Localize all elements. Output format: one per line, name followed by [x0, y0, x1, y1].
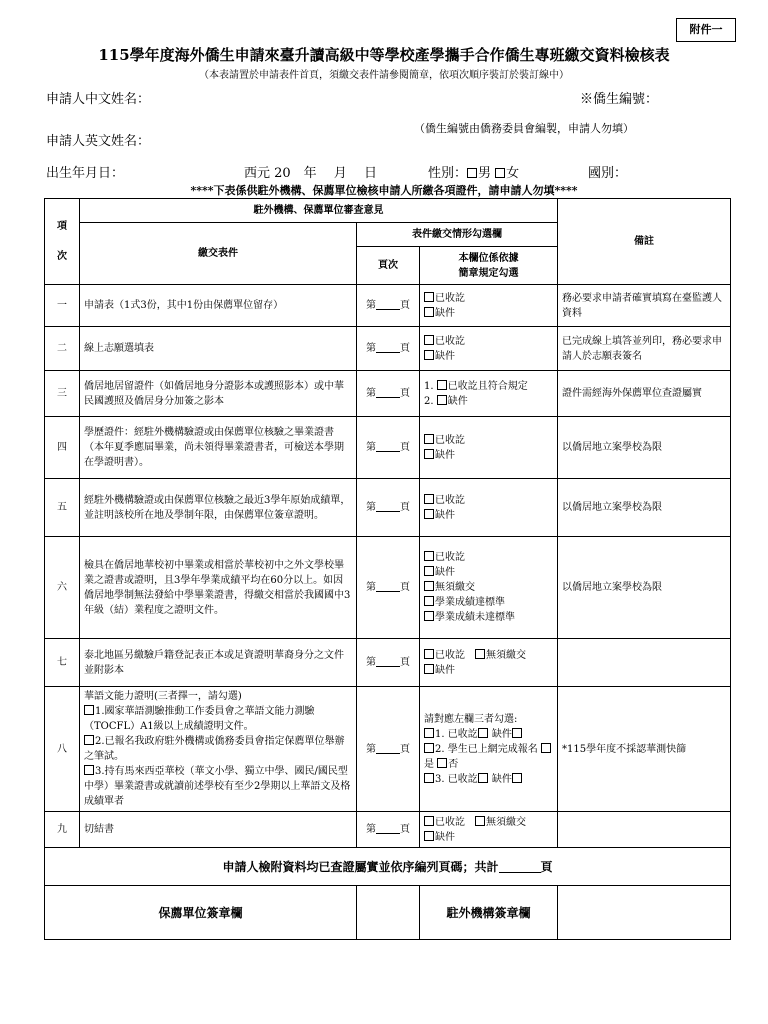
document-name: 泰北地區另繳驗戶籍登記表正本或足資證明華裔身分之文件並附影本 — [84, 649, 344, 676]
check-line — [424, 565, 553, 580]
document-cell — [80, 371, 357, 417]
page-suffix: 頁 — [400, 442, 410, 453]
remark-cell: 務必要求申請者確實填寫在臺監護人資料 — [558, 285, 731, 327]
option-label: 已收訖 — [435, 434, 465, 446]
item-number: 七 — [45, 639, 80, 687]
option-label: 已收訖 — [435, 552, 465, 563]
option-label: 無須繳交 — [486, 816, 526, 828]
header-remarks: 備註 — [558, 199, 731, 285]
remark-cell — [558, 639, 731, 687]
page-cell — [357, 812, 420, 848]
page-prefix: 第 — [366, 343, 376, 354]
option-label: 已收訖 — [435, 494, 465, 506]
summary-row — [45, 848, 731, 886]
checkbox-icon[interactable] — [475, 649, 485, 659]
checkbox-icon[interactable] — [437, 380, 447, 390]
option-label: 缺件 — [435, 350, 455, 362]
language-proof-checkbox[interactable] — [84, 735, 94, 745]
option-label: 缺件 — [435, 449, 455, 461]
option-label: 缺件 — [435, 509, 455, 521]
option-label: 學業成績未達標準 — [435, 612, 515, 623]
checkbox-icon[interactable] — [424, 449, 434, 459]
check-line — [424, 772, 553, 787]
page-number-blank[interactable] — [376, 299, 400, 310]
remark-cell: 以僑居地立案學校為限 — [558, 417, 731, 479]
language-proof-text: 2.已報名我政府駐外機構或僑務委員會指定保薦單位舉辦之筆試。 — [84, 736, 345, 762]
page-cell — [357, 327, 420, 371]
page-number-blank[interactable] — [376, 501, 400, 512]
checkbox-icon[interactable] — [424, 509, 434, 519]
page-cell — [357, 371, 420, 417]
page-prefix: 第 — [366, 388, 376, 399]
checkbox-icon[interactable] — [424, 611, 434, 621]
checkbox-icon[interactable] — [541, 743, 551, 753]
checkbox-icon[interactable] — [424, 581, 434, 591]
gender-field — [428, 162, 519, 181]
document-cell — [80, 285, 357, 327]
table-row — [45, 417, 731, 479]
page-prefix: 第 — [366, 743, 376, 755]
document-cell — [80, 639, 357, 687]
checkbox-icon[interactable] — [424, 566, 434, 576]
attachment-label: 附件一 — [676, 18, 736, 42]
language-proof-text: 1.國家華語測驗推動工作委員會之華語文能力測驗（TOCFL）A1級以上成績證明文件。 — [84, 706, 315, 732]
birth-format: 西元 20 年 月 日 — [244, 166, 377, 181]
table-row — [45, 537, 731, 639]
document-name: 申請表（1式3份，其中1份由保薦單位留存） — [84, 300, 284, 311]
header-docs: 繳交表件 — [80, 223, 357, 285]
birth-label: 出生年月日： — [46, 166, 125, 181]
document-name: 僑居地居留證件（如僑居地身分證影本或護照影本）或中華民國護照及僑居身分加簽之影本 — [84, 380, 344, 407]
notice: ****下表係供駐外機構、保薦單位檢核申請人所繳各項證件，請申請人勿填**** — [190, 184, 578, 197]
checkbox-icon[interactable] — [475, 816, 485, 826]
checkbox-icon[interactable] — [424, 596, 434, 606]
checkbox-icon[interactable] — [437, 395, 447, 405]
check-line — [424, 306, 553, 321]
gender-female: 女 — [506, 166, 520, 181]
checkbox-icon[interactable] — [424, 773, 434, 783]
item-number: 六 — [45, 537, 80, 639]
header-check: 本欄位係依據 簡章規定勾選 — [420, 247, 558, 285]
document-name: 線上志願選填表 — [84, 343, 154, 354]
check-registered: 2. 學生已上網完成報名 — [435, 743, 538, 755]
check-received: 1. 已收訖 — [435, 728, 478, 740]
option-label: 已收訖 — [435, 649, 465, 661]
checkbox-icon[interactable] — [424, 649, 434, 659]
item-number: 五 — [45, 479, 80, 537]
item-number: 三 — [45, 371, 80, 417]
check-line — [424, 493, 553, 508]
page-suffix: 頁 — [400, 824, 410, 835]
checkbox-icon[interactable] — [424, 664, 434, 674]
option-label: 已收訖且符合規定 — [447, 380, 528, 392]
page-suffix: 頁 — [400, 300, 410, 311]
check-line — [424, 610, 553, 625]
chinese-name-label: 申請人中文姓名： — [46, 92, 151, 107]
check-line — [424, 550, 553, 565]
page-prefix: 第 — [366, 657, 376, 668]
page-prefix: 第 — [366, 442, 376, 453]
page-title: 115學年度海外僑生申請來臺升讀高級中等學校產學攜手合作僑生專班繳交資料檢核表 — [98, 46, 670, 64]
sign-left-box[interactable] — [357, 886, 420, 940]
check-line — [424, 433, 553, 448]
page-number-blank[interactable] — [376, 656, 400, 667]
checkbox-male[interactable] — [467, 168, 477, 178]
checklist-table — [44, 198, 731, 940]
page-suffix: 頁 — [400, 743, 410, 755]
checkbox-icon[interactable] — [512, 773, 522, 783]
check-line — [424, 815, 553, 830]
check-line — [424, 291, 553, 306]
item-number: 一 — [45, 285, 80, 327]
page-number-blank[interactable] — [376, 823, 400, 834]
header-checkbox: 表件繳交情形勾選欄 — [357, 223, 558, 247]
item-number: 九 — [45, 812, 80, 848]
page-prefix: 第 — [366, 582, 376, 593]
check-cell — [420, 537, 558, 639]
language-proof-option — [84, 734, 352, 764]
check-yes: 是 — [424, 758, 434, 770]
summary-suffix: 頁 — [540, 859, 553, 874]
item-number: 八 — [45, 687, 80, 812]
table-row — [45, 371, 731, 417]
check-line — [424, 742, 553, 772]
table-row — [45, 687, 731, 812]
document-name: 檢具在僑居地華校初中畢業或相當於華校初中之外文學校畢業之證書或證明，且3學年學業成績平均在60分以上。如因僑居地學制無法發給中學畢業證書，得繳交相當於我國國中3年級（結）業程度之證明文件。 — [84, 559, 351, 616]
check-cell — [420, 639, 558, 687]
option-label: 缺件 — [447, 395, 468, 407]
page-number-blank[interactable] — [376, 342, 400, 353]
option-label: 無須繳交 — [486, 649, 526, 661]
page-suffix: 頁 — [400, 657, 410, 668]
option-label: 缺件 — [435, 567, 455, 578]
gender-label: 性別： — [428, 166, 468, 181]
option-label: 已收訖 — [435, 816, 465, 828]
remark-cell — [558, 812, 731, 848]
table-row — [45, 327, 731, 371]
document-cell — [80, 417, 357, 479]
remark-cell: 以僑居地立案學校為限 — [558, 479, 731, 537]
sign-right-box[interactable] — [558, 886, 731, 940]
checkbox-icon[interactable] — [512, 728, 522, 738]
header-review: 駐外機構、保薦單位審查意見 — [80, 199, 558, 223]
checkbox-icon[interactable] — [478, 728, 488, 738]
check-line — [424, 334, 553, 349]
gender-male: 男 — [478, 166, 492, 181]
checkbox-female[interactable] — [495, 168, 505, 178]
page-prefix: 第 — [366, 502, 376, 513]
check-intro: 請對應左欄三者勾選: — [424, 713, 518, 725]
remark-cell: 以僑居地立案學校為限 — [558, 537, 731, 639]
overseas-id-label: ※僑生編號： — [580, 92, 659, 107]
checkbox-icon[interactable] — [424, 831, 434, 841]
checkbox-icon[interactable] — [437, 758, 447, 768]
item-number: 二 — [45, 327, 80, 371]
checkbox-icon[interactable] — [424, 743, 434, 753]
table-row — [45, 812, 731, 848]
sign-right-label: 駐外機構簽章欄 — [420, 886, 558, 940]
checkbox-icon[interactable] — [424, 728, 434, 738]
check-line: 1. 已收訖且符合規定 — [424, 380, 528, 392]
language-proof-title: 華語文能力證明(三者擇一，請勾選) — [84, 691, 242, 702]
page-cell — [357, 479, 420, 537]
check-line — [424, 508, 553, 523]
checkbox-icon[interactable] — [424, 350, 434, 360]
check-cell — [420, 417, 558, 479]
option-label: 缺件 — [435, 831, 455, 843]
check-cell — [420, 812, 558, 848]
option-label: 無須繳交 — [435, 582, 475, 593]
summary-cell — [45, 848, 731, 886]
check-received: 3. 已收訖 — [435, 773, 478, 785]
remark-cell: *115學年度不採認華測快篩 — [558, 687, 731, 812]
check-line: 2. 缺件 — [424, 395, 468, 407]
check-cell — [420, 687, 558, 812]
nationality-label: 國別： — [588, 166, 628, 181]
check-line — [424, 595, 553, 610]
page-number-blank[interactable] — [376, 441, 400, 452]
id-note: （僑生編號由僑務委員會編製，申請人勿填） — [414, 122, 634, 135]
document-name: 經駐外機構驗證或由保薦單位核驗之最近3學年原始成績單，並註明該校所在地及學制年限，由保薦單位簽章證明。 — [84, 494, 351, 521]
total-pages-blank[interactable] — [499, 860, 541, 873]
page-cell — [357, 417, 420, 479]
page-number-blank[interactable] — [376, 581, 400, 592]
checkbox-icon[interactable] — [478, 773, 488, 783]
page-subtitle: （本表請置於申請表件首頁，須繳交表件請參閱簡章，依項次順序裝訂於裝訂線中） — [199, 70, 569, 81]
language-proof-checkbox[interactable] — [84, 765, 94, 775]
page-cell — [357, 687, 420, 812]
page-suffix: 頁 — [400, 343, 410, 354]
check-line — [424, 648, 553, 663]
check-missing: 缺件 — [491, 773, 512, 785]
option-label: 已收訖 — [435, 292, 465, 304]
checkbox-icon[interactable] — [424, 307, 434, 317]
check-cell — [420, 479, 558, 537]
check-line — [424, 727, 553, 742]
option-label: 已收訖 — [435, 335, 465, 347]
check-cell — [420, 371, 558, 417]
page-suffix: 頁 — [400, 502, 410, 513]
checkbox-icon[interactable] — [424, 434, 434, 444]
language-proof-checkbox[interactable] — [84, 705, 94, 715]
check-line — [424, 448, 553, 463]
english-name-label: 申請人英文姓名： — [46, 134, 151, 149]
language-proof-option — [84, 764, 352, 809]
option-label: 缺件 — [435, 307, 455, 319]
table-row — [45, 479, 731, 537]
language-proof-option — [84, 704, 352, 734]
signature-row — [45, 886, 731, 940]
checkbox-icon[interactable] — [424, 816, 434, 826]
check-cell — [420, 327, 558, 371]
checkbox-icon[interactable] — [424, 494, 434, 504]
remark-cell: 證件需經海外保薦單位查證屬實 — [558, 371, 731, 417]
document-cell — [80, 479, 357, 537]
page-number-blank[interactable] — [376, 743, 400, 754]
page-suffix: 頁 — [400, 388, 410, 399]
check-line — [424, 663, 553, 678]
page-suffix: 頁 — [400, 582, 410, 593]
page-number-blank[interactable] — [376, 387, 400, 398]
page-cell — [357, 639, 420, 687]
table-row — [45, 285, 731, 327]
option-label: 學業成績達標準 — [435, 597, 505, 608]
document-cell — [80, 687, 357, 812]
header-page: 頁次 — [357, 247, 420, 285]
language-proof-text: 3.持有馬來西亞華校（華文小學、獨立中學、國民/國民型中學）畢業證書或就讀前述學校有至少2學期以上華語文及格成績單者 — [84, 766, 351, 807]
item-number: 四 — [45, 417, 80, 479]
document-cell — [80, 537, 357, 639]
document-cell — [80, 812, 357, 848]
page-prefix: 第 — [366, 824, 376, 835]
check-cell — [420, 285, 558, 327]
check-missing: 缺件 — [491, 728, 512, 740]
page-cell — [357, 537, 420, 639]
checkbox-icon[interactable] — [424, 335, 434, 345]
remark-cell: 已完成線上填答並列印，務必要求申請人於志願表簽名 — [558, 327, 731, 371]
header-item: 項 次 — [45, 199, 80, 285]
page-cell — [357, 285, 420, 327]
summary-prefix: 申請人檢附資料均已查證屬實並依序編列頁碼；共計 — [222, 859, 499, 874]
checkbox-icon[interactable] — [424, 551, 434, 561]
check-line — [424, 349, 553, 364]
document-name: 學歷證件：經駐外機構驗證或由保薦單位核驗之畢業證書（本年夏季應屆畢業，尚未領得畢業證書者，可檢送本學期在學證明書）。 — [84, 427, 344, 468]
check-line — [424, 580, 553, 595]
sign-left-label: 保薦單位簽章欄 — [45, 886, 357, 940]
table-row — [45, 639, 731, 687]
option-label: 缺件 — [435, 664, 455, 676]
checkbox-icon[interactable] — [424, 292, 434, 302]
document-name: 切結書 — [84, 824, 114, 835]
check-no: 否 — [448, 758, 459, 770]
check-line — [424, 830, 553, 845]
page-prefix: 第 — [366, 300, 376, 311]
document-cell — [80, 327, 357, 371]
